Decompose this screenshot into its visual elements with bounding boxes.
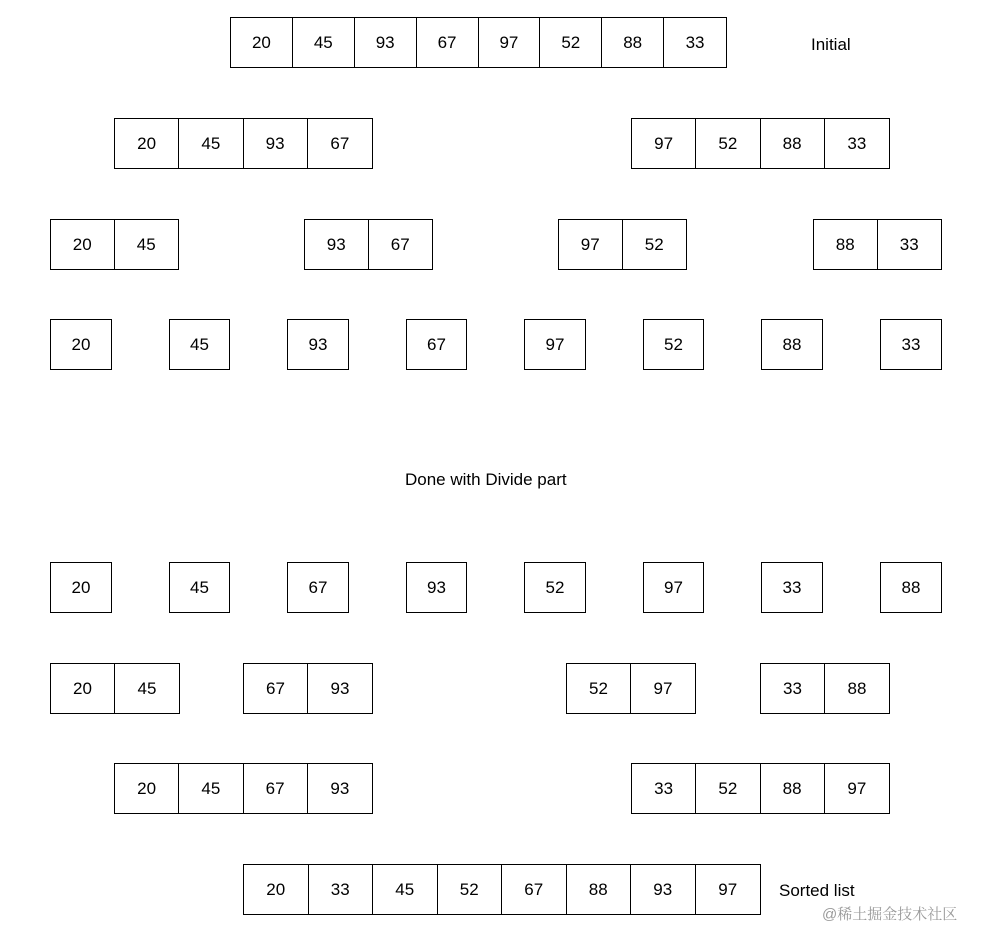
array-row5-group8 — [880, 562, 942, 613]
array-cell: 45 — [190, 577, 209, 597]
array-cell: 93 — [330, 778, 350, 798]
array-cell: 88 — [782, 334, 802, 354]
array-cell: 88 — [814, 220, 878, 269]
array-row4-group1 — [50, 319, 112, 370]
array-row1-group1 — [230, 17, 727, 68]
array-cell: 20 — [115, 119, 179, 168]
array-cell: 45 — [137, 678, 157, 698]
array-cell: 67 — [244, 764, 308, 813]
array-cell: 33 — [309, 865, 374, 914]
array-cell: 33 — [632, 764, 696, 813]
array-cell: 97 — [653, 678, 673, 698]
array-cell: 33 — [901, 334, 921, 354]
array-cell: 52 — [644, 234, 664, 254]
array-row6-group2 — [243, 663, 373, 714]
array-cell: 88 — [602, 18, 664, 67]
array-cell: 93 — [631, 865, 696, 914]
array-row2-group1 — [114, 118, 373, 169]
array-cell: 52 — [540, 18, 602, 67]
array-cell: 67 — [308, 577, 328, 597]
array-row7-group1 — [114, 763, 373, 814]
label-divide-done: Done with Divide part — [405, 470, 567, 489]
array-cell: 97 — [559, 220, 623, 269]
watermark-text: @稀土掘金技术社区 — [822, 906, 958, 923]
array-cell: 20 — [244, 865, 309, 914]
array-cell: 33 — [685, 32, 705, 52]
array-row4-group6 — [643, 319, 704, 370]
array-cell: 93 — [427, 577, 446, 597]
label-sorted-list: Sorted list — [779, 881, 855, 900]
array-cell: 97 — [545, 334, 565, 354]
array-row4-group7 — [761, 319, 823, 370]
array-row4-group5 — [524, 319, 586, 370]
array-row3-group1 — [50, 219, 179, 270]
array-cell: 45 — [179, 764, 243, 813]
array-cell: 88 — [761, 119, 825, 168]
label-initial: Initial — [811, 35, 851, 54]
array-cell: 93 — [330, 678, 350, 698]
array-cell: 93 — [355, 18, 417, 67]
array-row5-group2 — [169, 562, 230, 613]
array-cell: 45 — [136, 234, 156, 254]
array-row4-group8 — [880, 319, 942, 370]
array-cell: 93 — [305, 220, 369, 269]
array-cell: 67 — [330, 133, 350, 153]
array-cell: 52 — [696, 119, 760, 168]
array-cell: 97 — [632, 119, 696, 168]
array-row5-group3 — [287, 562, 349, 613]
array-row6-group4 — [760, 663, 890, 714]
array-row5-group6 — [643, 562, 704, 613]
array-row4-group4 — [406, 319, 467, 370]
array-cell: 67 — [427, 334, 446, 354]
array-cell: 52 — [438, 865, 503, 914]
array-cell: 45 — [179, 119, 243, 168]
array-cell: 20 — [51, 220, 115, 269]
array-cell: 20 — [71, 334, 91, 354]
array-cell: 33 — [847, 133, 867, 153]
array-row5-group5 — [524, 562, 586, 613]
array-cell: 88 — [761, 764, 825, 813]
array-cell: 45 — [373, 865, 438, 914]
array-cell: 52 — [696, 764, 760, 813]
array-row7-group2 — [631, 763, 890, 814]
array-cell: 33 — [761, 664, 825, 713]
array-row4-group2 — [169, 319, 230, 370]
array-row5-group1 — [50, 562, 112, 613]
array-cell: 97 — [718, 879, 738, 899]
array-cell: 45 — [190, 334, 209, 354]
array-row3-group4 — [813, 219, 942, 270]
array-cell: 33 — [782, 577, 802, 597]
array-cell: 20 — [51, 664, 115, 713]
array-cell: 93 — [244, 119, 308, 168]
array-cell: 52 — [545, 577, 565, 597]
array-cell: 67 — [502, 865, 567, 914]
array-cell: 97 — [664, 577, 683, 597]
array-cell: 97 — [847, 778, 867, 798]
array-cell: 52 — [664, 334, 683, 354]
array-row6-group1 — [50, 663, 180, 714]
array-row5-group4 — [406, 562, 467, 613]
array-cell: 52 — [567, 664, 631, 713]
array-cell: 67 — [244, 664, 308, 713]
array-cell: 67 — [390, 234, 410, 254]
array-cell: 67 — [417, 18, 479, 67]
array-cell: 20 — [71, 577, 91, 597]
array-cell: 88 — [567, 865, 632, 914]
array-row2-group2 — [631, 118, 890, 169]
array-row5-group7 — [761, 562, 823, 613]
array-cell: 45 — [293, 18, 355, 67]
array-cell: 93 — [308, 334, 328, 354]
array-cell: 88 — [847, 678, 867, 698]
array-cell: 20 — [115, 764, 179, 813]
array-row3-group2 — [304, 219, 433, 270]
array-row8-group1 — [243, 864, 761, 915]
array-cell: 97 — [479, 18, 541, 67]
array-cell: 33 — [899, 234, 919, 254]
array-cell: 88 — [901, 577, 921, 597]
array-row4-group3 — [287, 319, 349, 370]
array-row6-group3 — [566, 663, 696, 714]
array-row3-group3 — [558, 219, 687, 270]
array-cell: 20 — [231, 18, 293, 67]
